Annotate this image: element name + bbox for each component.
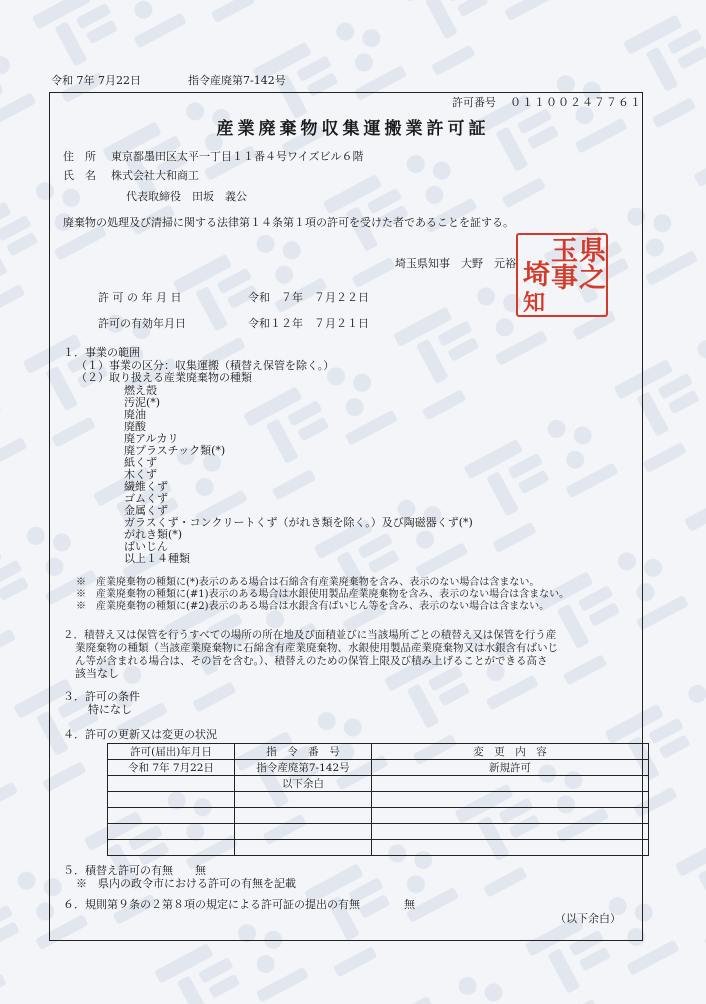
table-row	[108, 824, 649, 840]
permit-number: ０１１００２４７７６１	[510, 96, 642, 109]
section-2-line: ２．積替え又は保管を行うすべての場所の所在地及び面積並びに当該場所ごとの積替え又は保管を行う産	[63, 629, 557, 641]
waste-type-item: 廃酸	[124, 420, 146, 433]
seal-char: 之	[579, 263, 606, 294]
table-cell	[372, 824, 649, 840]
end-remark: （以下余白）	[555, 912, 621, 925]
certification-statement: 廃棄物の処理及び清掃に関する法律第１４条第１項の許可を受けた者であることを証する。	[63, 216, 514, 229]
table-cell	[372, 776, 649, 792]
waste-type-item: がれき類(*)	[124, 528, 183, 541]
section-2-line: 業廃棄物の種類（当該産業廃棄物に石綿含有産業廃棄物、水銀使用製品産業廃棄物又は水銀含有ばいじ	[75, 642, 558, 654]
table-cell	[372, 792, 649, 808]
address-label: 住 所	[63, 150, 96, 163]
waste-type-item: ガラスくず・コンクリートくず（がれき類を除く。）及び陶磁器くず(*)	[124, 516, 473, 529]
waste-type-total: 以上１４種類	[124, 552, 190, 565]
section-5-note: ※ 県内の政令市における許可の有無を記載	[76, 877, 296, 890]
note-asbestos: ※ 産業廃棄物の種類に(*)表示のある場合は石綿含有産業廃棄物を含み、表示のない場合は含まない。	[76, 577, 540, 588]
table-cell: 新規許可	[372, 760, 649, 776]
section-2-line: ん等が含まれる場合は、その旨を含む。）、積替えのための保管上限及び積み上げることができる高さ	[75, 655, 548, 667]
seal-char: 事	[551, 263, 578, 294]
waste-type-item: 木くず	[124, 468, 157, 481]
section-2-value: 該当なし	[75, 667, 119, 680]
section-3-value: 特になし	[88, 703, 132, 716]
section-5-heading: ５．積替え許可の有無 無	[63, 864, 206, 877]
permit-number-label: 許可番号	[452, 96, 496, 109]
column-header: 指 令 番 号	[235, 744, 372, 760]
section-1-heading: １．事業の範囲	[63, 346, 140, 359]
company-name: 株式会社大和商工	[111, 169, 199, 182]
table-cell: 指令産廃第7-142号	[235, 760, 372, 776]
section-6-heading: ６．規則第９条の２第８項の規定による許可証の提出の有無 無	[63, 898, 415, 911]
waste-type-item: ばいじん	[124, 540, 168, 553]
certificate-title: 産業廃棄物収集運搬業許可証	[216, 119, 490, 139]
table-cell	[108, 824, 235, 840]
column-header: 変 更 内 容	[372, 744, 649, 760]
waste-type-item: 繊維くず	[124, 480, 168, 493]
table-cell	[235, 824, 372, 840]
seal-char: 埼	[523, 260, 550, 291]
update-history-table	[107, 743, 649, 856]
table-cell	[235, 808, 372, 824]
table-cell	[372, 808, 649, 824]
table-row	[108, 840, 649, 856]
table-cell	[235, 840, 372, 856]
permit-date-label: 許 可 の 年 月 日	[98, 291, 182, 304]
waste-type-item: 紙くず	[124, 456, 157, 469]
table-cell	[108, 776, 235, 792]
table-row	[108, 760, 649, 776]
table-cell	[235, 792, 372, 808]
table-header-row	[108, 744, 649, 760]
table-row	[108, 792, 649, 808]
waste-type-item: 廃プラスチック類(*)	[124, 444, 226, 457]
table-cell	[108, 808, 235, 824]
official-seal	[516, 233, 608, 317]
waste-type-item: 廃油	[124, 408, 146, 421]
name-label: 氏 名	[63, 169, 96, 182]
waste-type-item: 金属くず	[124, 504, 168, 517]
section-4-heading: ４．許可の更新又は変更の状況	[63, 728, 217, 741]
issuer-name: 埼玉県知事 大野 元裕	[395, 257, 516, 270]
waste-types-heading: （２）取り扱える産業廃棄物の種類	[76, 371, 252, 384]
note-mercury-products: ※ 産業廃棄物の種類に(#1)表示のある場合は水銀使用製品産業廃棄物を含み、表示のない場合は含まない。	[76, 589, 570, 600]
table-cell: 令和 7年 7月22日	[108, 760, 235, 776]
valid-date-label: 許可の有効年月日	[98, 317, 186, 330]
table-cell	[108, 840, 235, 856]
directive-number: 指令産廃第7-142号	[188, 74, 286, 87]
permit-date: 令和 ７年 ７月２２日	[248, 291, 369, 304]
section-3-heading: ３．許可の条件	[63, 690, 140, 703]
representative-name: 代表取締役 田坂 義公	[126, 190, 247, 203]
waste-type-item: 汚泥(*)	[124, 396, 161, 409]
waste-type-item: 廃アルカリ	[124, 432, 179, 445]
seal-char: 玉	[551, 236, 578, 267]
seal-char: 知	[523, 290, 546, 316]
waste-type-item: ゴムくず	[124, 492, 168, 505]
column-header: 許可(届出)年月日	[108, 744, 235, 760]
business-category: （１）事業の区分：収集運搬（積替え保管を除く。）	[76, 359, 335, 372]
table-row	[108, 776, 649, 792]
table-cell	[108, 792, 235, 808]
table-cell	[372, 840, 649, 856]
issue-date: 令和 7年 7月22日	[51, 74, 141, 87]
valid-date: 令和１２年 ７月２１日	[248, 317, 369, 330]
table-cell: 以下余白	[235, 776, 372, 792]
waste-type-item: 燃え殻	[124, 384, 157, 397]
table-row	[108, 808, 649, 824]
seal-char: 県	[579, 236, 606, 267]
address-value: 東京都墨田区太平一丁目１１番４号ワイズビル６階	[111, 150, 364, 163]
note-mercury-dust: ※ 産業廃棄物の種類に(#2)表示のある場合は水銀含有ばいじん等を含み、表示のない場合は含まない。	[76, 601, 550, 612]
